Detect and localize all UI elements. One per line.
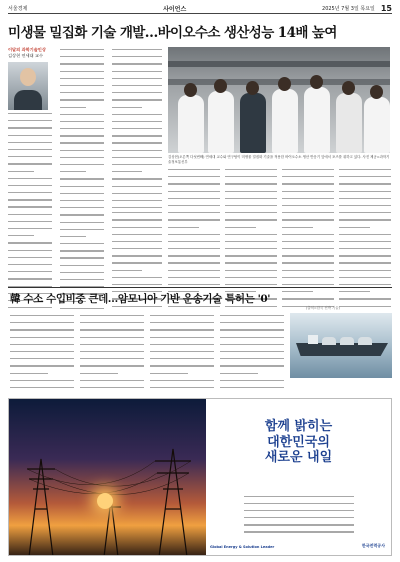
body-text-line [60, 214, 104, 219]
body-text-line [225, 212, 277, 217]
question-highlight [112, 207, 162, 210]
body-text-line [150, 315, 214, 320]
ad-slogan: Global Energy & Solution Leader [210, 545, 275, 549]
body-text-line [8, 149, 52, 154]
body-text-line [339, 298, 391, 303]
body-text-line [112, 171, 142, 176]
body-text-line [112, 121, 162, 126]
ad-text-panel [206, 399, 391, 556]
body-text-line [168, 270, 220, 275]
body-text-line [10, 329, 74, 334]
body-text-line [282, 291, 313, 296]
body-text-line [112, 135, 162, 140]
body-text-line [168, 198, 220, 203]
body-text-line [282, 176, 334, 181]
body-text-line [112, 277, 162, 282]
body-text-line [225, 205, 277, 210]
body-text-line [150, 329, 214, 334]
body-text-line [282, 219, 334, 224]
body-text-line [8, 163, 52, 168]
page-number: 15 [380, 4, 392, 13]
body-text-line [60, 49, 104, 54]
second-column-3 [150, 313, 214, 389]
body-text-line [8, 257, 52, 262]
body-text-line [225, 277, 277, 282]
kepco-advertisement [8, 398, 392, 556]
body-text-line [112, 306, 162, 309]
body-text-line [339, 291, 370, 296]
body-text-line [168, 191, 220, 196]
body-text-line [112, 92, 162, 97]
body-text-line [112, 142, 162, 147]
body-text-line [60, 99, 104, 104]
body-text-line [60, 63, 104, 68]
body-text-line [225, 227, 256, 232]
body-text-line [80, 344, 144, 349]
body-text-line [220, 322, 284, 327]
body-text-line [8, 221, 52, 226]
lab-team-photo [168, 47, 390, 153]
body-text-line [168, 255, 220, 260]
body-text-line [8, 206, 52, 211]
story-column-1 [8, 47, 52, 309]
body-text-line [225, 234, 277, 239]
story-column-2 [60, 47, 104, 309]
publication-name: 서울경제 [8, 6, 28, 12]
ad-body-text [206, 496, 391, 537]
body-text-line [112, 200, 162, 205]
body-text-line [150, 373, 188, 378]
body-text-line [60, 78, 104, 83]
body-text-line [112, 255, 162, 260]
body-text-line [8, 199, 52, 204]
body-text-line [60, 308, 104, 309]
body-text-line [60, 200, 104, 205]
body-text-line [60, 243, 104, 248]
body-text-line [8, 135, 52, 140]
body-text-line [60, 279, 104, 284]
body-text-line [168, 277, 220, 282]
body-text-line [10, 365, 74, 370]
body-text-line [225, 241, 277, 246]
body-text-line [282, 205, 334, 210]
body-text-line [60, 114, 104, 119]
body-text-line [60, 265, 104, 270]
body-text-line [60, 257, 104, 262]
body-text-line [8, 235, 34, 240]
body-text-line [8, 278, 52, 283]
body-text-line [8, 214, 52, 219]
portrait-photo [8, 62, 48, 110]
body-text-line [168, 227, 199, 232]
lng-carrier-photo [290, 313, 392, 378]
body-text-line [8, 127, 52, 132]
byline-person: 김상현 연세대 교수 [8, 53, 44, 58]
body-text-line [168, 183, 220, 188]
body-text-line [60, 150, 104, 155]
body-text-line [220, 329, 284, 334]
body-text-line [282, 270, 334, 275]
body-text-line [282, 298, 334, 303]
body-text-line [112, 107, 142, 112]
body-text-line [112, 56, 162, 61]
body-text-line [80, 380, 144, 385]
body-text-line [282, 198, 334, 203]
body-text-line [225, 262, 277, 267]
body-text-line [60, 207, 104, 212]
body-text-line [112, 178, 162, 183]
body-text-line [60, 178, 104, 183]
body-text-line [60, 157, 104, 162]
body-text-line [60, 229, 104, 234]
body-text-line [80, 365, 144, 370]
body-text-line [112, 157, 162, 162]
body-text-line [112, 212, 162, 217]
body-text-line [339, 191, 391, 196]
body-text-line [220, 351, 284, 356]
body-text-line [8, 271, 52, 276]
body-text-line [168, 306, 220, 309]
body-text-line [282, 255, 334, 260]
body-text-line [60, 193, 104, 198]
body-text-line [80, 351, 144, 356]
body-text-line [339, 277, 391, 282]
body-text-line [8, 307, 52, 309]
body-text-line [112, 128, 162, 133]
body-text-line [10, 322, 74, 327]
body-text-line [60, 236, 86, 241]
body-text-line [10, 358, 74, 363]
body-text-line [225, 176, 277, 181]
body-text-line [339, 169, 391, 174]
main-headline: 미생물 밀집화 기술 개발…바이오수소 생산성능 14배 높여 [8, 25, 337, 41]
body-text-line [112, 150, 162, 155]
body-text-line [339, 227, 370, 232]
body-text-line [244, 510, 354, 515]
body-text-line [150, 358, 214, 363]
body-text-line [112, 71, 162, 76]
second-column-4 [220, 313, 284, 389]
body-text-line [339, 306, 391, 309]
sunset-power-lines-image [9, 399, 206, 556]
body-text-line [80, 315, 144, 320]
body-text-line [339, 248, 391, 253]
body-text-line [112, 234, 162, 239]
body-text-line [339, 198, 391, 203]
body-text-line [112, 99, 162, 104]
body-text-line [244, 524, 354, 529]
body-text-line [339, 183, 391, 188]
body-text-line [150, 351, 214, 356]
body-text-line [150, 365, 214, 370]
body-text-line [225, 191, 277, 196]
body-text-line [282, 169, 334, 174]
body-text-line [112, 248, 162, 253]
second-headline: 韓 수소 수입비중 큰데…암모니아 기반 운송기술 특허는 '0' [10, 293, 271, 305]
body-text-line [282, 227, 313, 232]
body-text-line [112, 270, 142, 275]
body-text-line [8, 142, 52, 147]
second-column-2 [80, 313, 144, 389]
body-text-line [60, 128, 104, 133]
body-text-line [282, 191, 334, 196]
body-text-line [8, 264, 52, 269]
body-text-line [8, 242, 52, 247]
body-text-line [339, 219, 391, 224]
body-text-line [10, 351, 74, 356]
masthead [8, 4, 392, 14]
body-text-line [112, 114, 162, 119]
ad-headline: 함께 밝히는 대한민국의 새로운 내일 [264, 419, 333, 465]
body-text-line [282, 234, 334, 239]
body-text-line [168, 234, 220, 239]
main-story [8, 47, 392, 309]
body-text-line [112, 241, 162, 246]
body-text-line [150, 322, 214, 327]
body-text-line [60, 164, 104, 169]
body-text-line [225, 219, 277, 224]
body-text-line [60, 142, 104, 147]
body-text-line [220, 380, 284, 385]
body-text-line [60, 121, 104, 126]
body-text-line [220, 358, 284, 363]
body-text-line [8, 228, 52, 233]
section-name: 사이언스 [163, 6, 187, 13]
body-text-line [60, 186, 104, 191]
body-text-line [282, 212, 334, 217]
body-text-line [244, 531, 354, 536]
body-text-line [339, 212, 391, 217]
body-text-line [10, 344, 74, 349]
body-text-line [112, 262, 162, 267]
body-text-line [8, 120, 52, 125]
body-text-line [112, 227, 162, 232]
photo-caption: 김상현(오른쪽 다섯번째) 연세대 교수와 연구팀이 미생물 밀집화 기술을 적용한 바이오수소 생산 반응기 앞에서 포즈를 취하고 있다. 사진 제공=과학기술정보통신부 [168, 155, 390, 164]
issue-date: 2025년 7월 3일 목요일 [322, 6, 375, 12]
body-text-line [60, 272, 104, 277]
body-text-line [60, 71, 104, 76]
body-text-line [225, 248, 277, 253]
body-text-line [339, 255, 391, 260]
body-text-line [60, 85, 104, 90]
body-text-line [8, 185, 52, 190]
body-text-line [10, 387, 74, 389]
body-text-line [150, 344, 214, 349]
body-text-line [112, 193, 162, 198]
body-text-line [244, 517, 354, 522]
body-text-line [220, 387, 284, 389]
body-text-line [10, 380, 74, 385]
body-text-line [282, 183, 334, 188]
body-text-line [150, 337, 214, 342]
body-text-line [60, 107, 86, 112]
body-text-line [10, 315, 74, 320]
body-text-line [8, 113, 52, 118]
body-text-line [112, 164, 162, 169]
body-text-line [112, 186, 162, 191]
body-text-line [282, 241, 334, 246]
body-text-line [112, 85, 162, 90]
body-text-line [168, 169, 220, 174]
body-text-line [339, 241, 391, 246]
body-text-line [60, 171, 86, 176]
body-text-line [8, 250, 52, 255]
body-text-line [150, 387, 214, 389]
body-text-line [225, 270, 277, 275]
body-text-line [168, 176, 220, 181]
section-divider [8, 287, 392, 288]
body-text-line [339, 205, 391, 210]
body-text-line [225, 255, 277, 260]
body-text-line [244, 503, 354, 508]
body-text-line [282, 277, 334, 282]
body-text-line [150, 380, 214, 385]
body-text-line [8, 156, 52, 161]
body-text-line [168, 219, 220, 224]
body-text-line [168, 248, 220, 253]
body-text-line [282, 262, 334, 267]
body-text-line [168, 241, 220, 246]
body-text-line [8, 178, 52, 183]
body-text-line [339, 270, 391, 275]
body-text-line [80, 373, 118, 378]
body-text-line [60, 135, 104, 140]
body-text-line [8, 171, 34, 176]
body-text-line [220, 365, 284, 370]
body-text-line [339, 262, 391, 267]
story-column-3 [112, 47, 162, 309]
body-text-line [244, 496, 354, 501]
body-text-line [168, 262, 220, 267]
kepco-logo: 한국전력공사 [361, 543, 385, 548]
body-text-line [80, 337, 144, 342]
body-text-line [168, 212, 220, 217]
body-text-line [220, 337, 284, 342]
body-text-line [225, 198, 277, 203]
body-text-line [60, 56, 104, 61]
body-text-line [225, 306, 277, 309]
body-text-line [60, 222, 104, 227]
body-text-line [225, 169, 277, 174]
second-column-1 [10, 313, 74, 389]
body-text-line [10, 337, 74, 342]
body-text-line [220, 344, 284, 349]
second-story-credit: (출처=한국 선박 기술) [306, 306, 340, 310]
body-text-line [112, 49, 162, 54]
body-text-line [60, 250, 104, 255]
byline [8, 47, 52, 59]
body-text-line [80, 329, 144, 334]
body-text-line [80, 322, 144, 327]
body-text-line [112, 78, 162, 83]
body-text-line [339, 234, 391, 239]
body-text-line [80, 387, 144, 389]
body-text-line [60, 92, 104, 97]
body-text-line [339, 176, 391, 181]
body-text-line [112, 219, 162, 224]
body-text-line [220, 315, 284, 320]
body-text-line [112, 63, 162, 68]
body-text-line [220, 373, 258, 378]
body-text-line [8, 192, 52, 197]
body-text-line [80, 358, 144, 363]
byline-award: 이달의 과학기술인상 [8, 47, 46, 52]
body-text-line [282, 248, 334, 253]
body-text-line [10, 373, 48, 378]
body-text-line [225, 183, 277, 188]
body-text-line [168, 205, 220, 210]
